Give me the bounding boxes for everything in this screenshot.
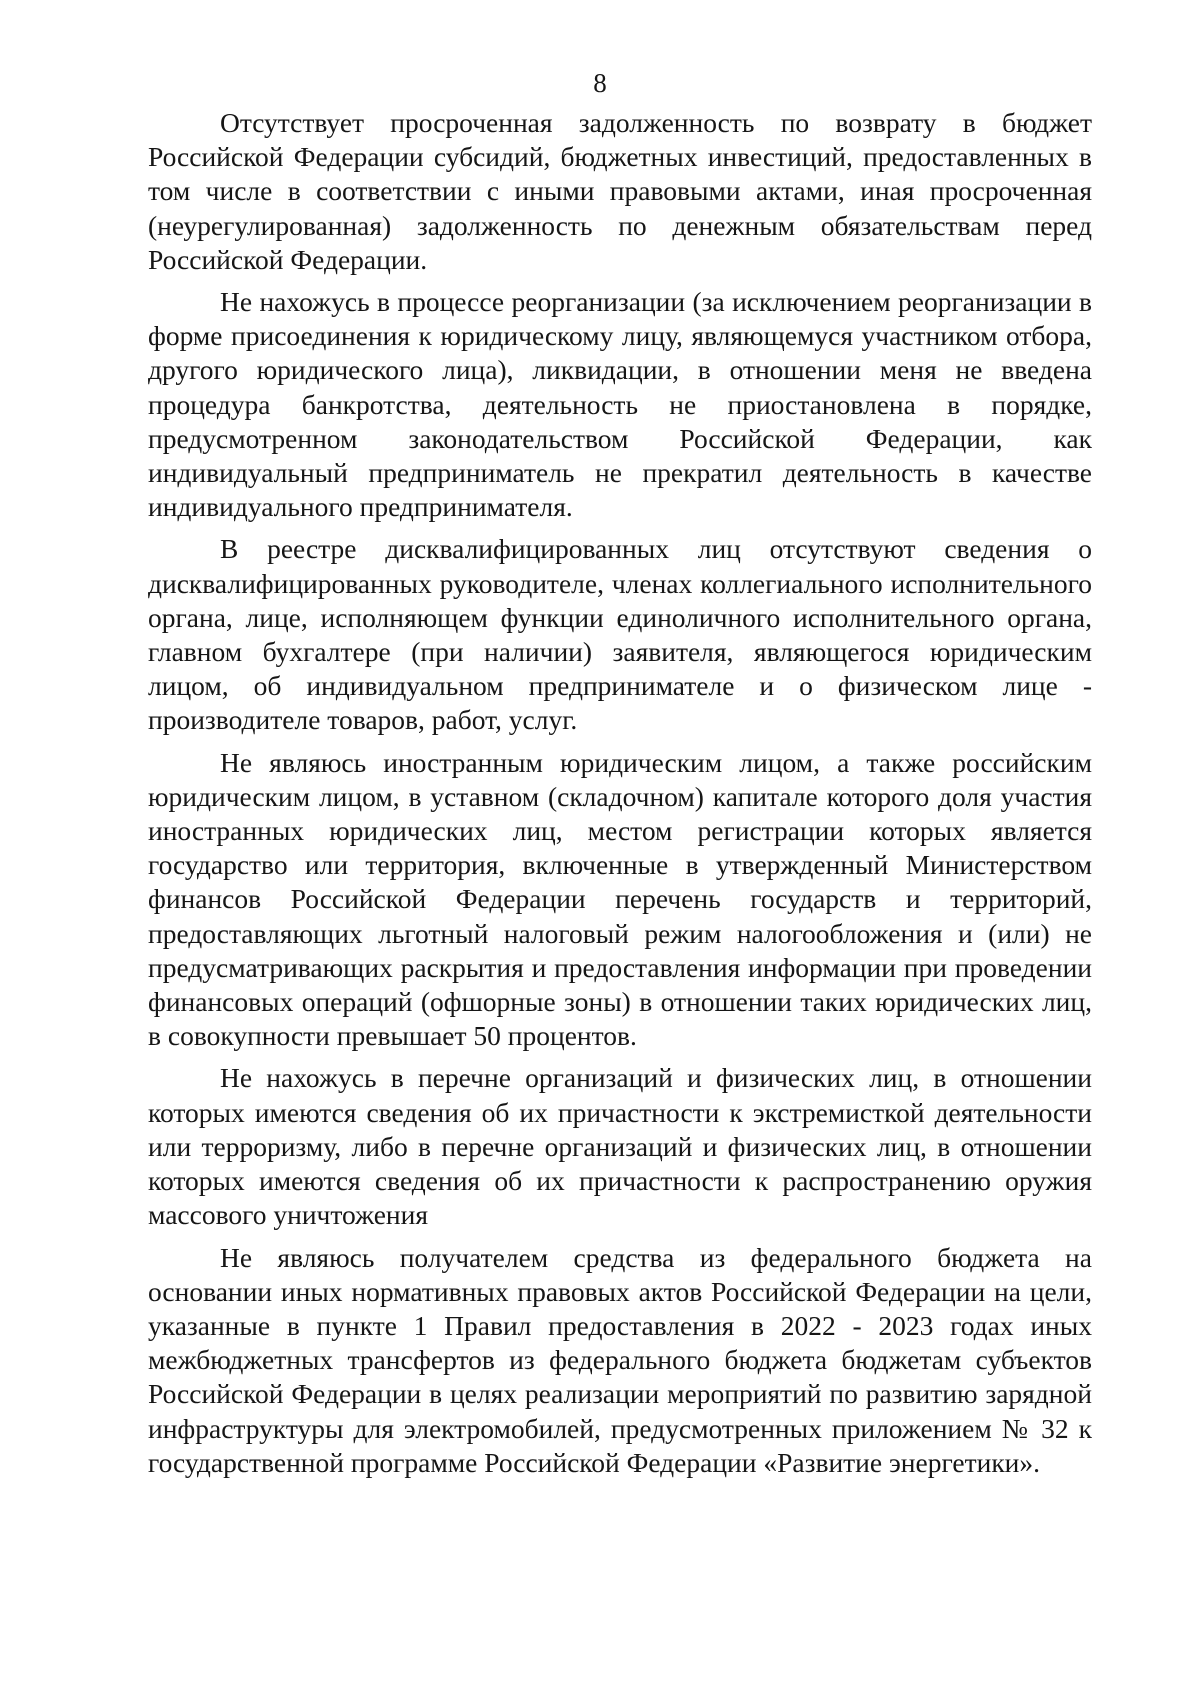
page-number: 8 (593, 68, 607, 98)
document-body (148, 106, 1092, 1480)
paragraph-not-budget-recipient: Не являюсь получателем средства из федерального бюджета на основании иных нормативных правовых актов Российской Федерации на цели, указанные в пункте 1 Правил предоставления в 2022 - 2023 годах иных межбюджетных трансфертов из федерального бюджета бюджетам субъектов Российской Федерации в целях реализации мероприятий по развитию зарядной инфраструктуры для электромобилей, предусмотренных приложением № 32 к государственной программе Российской Федерации «Развитие энергетики». (148, 1241, 1092, 1478)
paragraph-not-on-extremism-list: Не нахожусь в перечне организаций и физических лиц, в отношении которых имеются сведения об их причастности к экстремисткой деятельности или терроризму, либо в перечне организаций и физических лиц, в отношении которых имеются сведения об их причастности к распространению оружия массового уничтожения (148, 1062, 1092, 1231)
paragraph-no-reorganization: Не нахожусь в процессе реорганизации (за исключением реорганизации в форме присоединения к юридическому лицу, являющемуся участником отбора, другого юридического лица), ликвидации, в отношении меня не введена процедура банкротства, деятельность не приостановлена в порядке, предусмотренном законодательством Российской Федерации, как индивидуальный предприниматель не прекратил деятельность в качестве индивидуального предпринимателя. (148, 286, 1092, 523)
paragraph-disqualified-registry: В реестре дисквалифицированных лиц отсутствуют сведения о дисквалифицированных руководителе, членах коллегиального исполнительного органа, лице, исполняющем функции единоличного исполнительного органа, главном бухгалтере (при наличии) заявителя, являющегося юридическим лицом, об индивидуальном предпринимателе и о физическом лице - производителе товаров, работ, услуг. (148, 533, 1092, 736)
paragraph-no-overdue-debt: Отсутствует просроченная задолженность по возврату в бюджет Российской Федерации субсидий, бюджетных инвестиций, предоставленных в том числе в соответствии с иными правовыми актами, иная просроченная (неурегулированная) задолженность по денежным обязательствам перед Российской Федерации. (148, 107, 1092, 275)
paragraph-not-foreign-entity: Не являюсь иностранным юридическим лицом, а также российским юридическим лицом, в уставном (складочном) капитале которого доля участия иностранных юридических лиц, местом регистрации которых является государство или территория, включенные в утвержденный Министерством финансов Российской Федерации перечень государств и территорий, предоставляющих льготный налоговый режим налогообложения и (или) не предусматривающих раскрытия и предоставления информации при проведении финансовых операций (офшорные зоны) в отношении таких юридических лиц, в совокупности превышает 50 процентов. (148, 746, 1092, 1052)
